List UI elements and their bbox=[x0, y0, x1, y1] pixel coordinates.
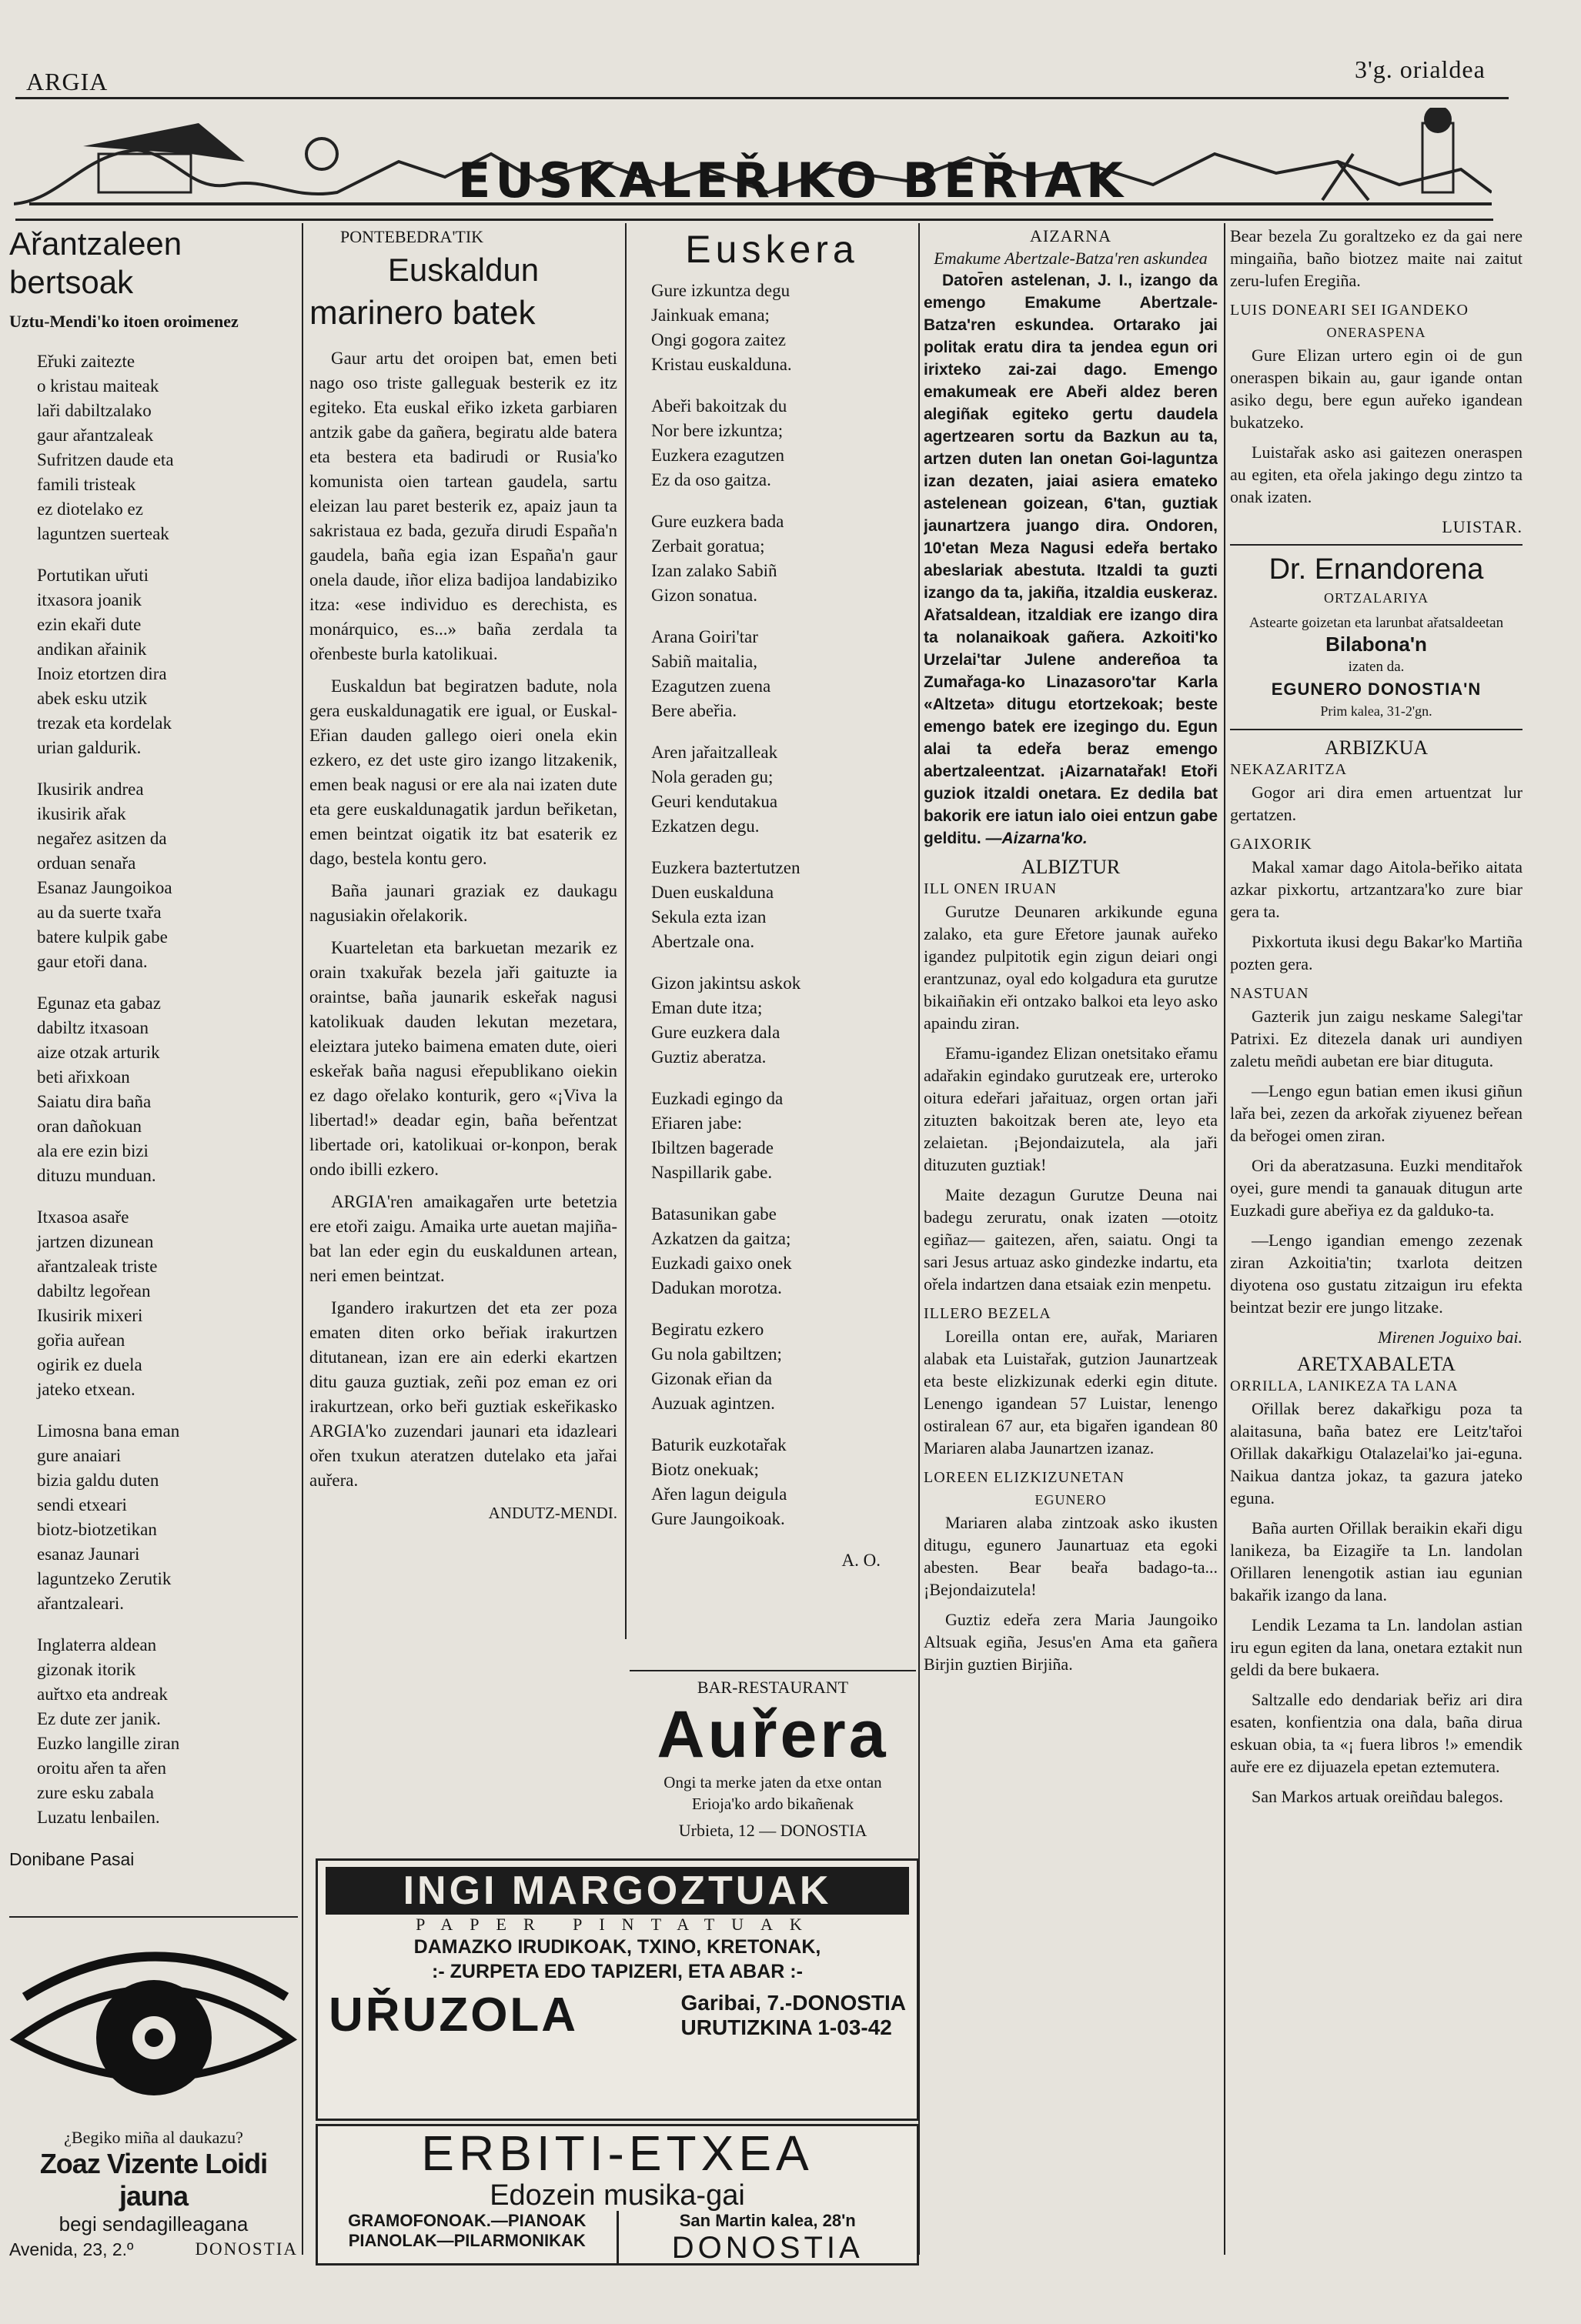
paragraph: Guztiz edeřa zera Maria Jaungoiko Altsuak egiña, Jesus'en Ama eta gañera Birjin guztien Birjiña. bbox=[924, 1610, 1218, 1674]
erbiti-right-2: DONOSTIA bbox=[671, 2231, 864, 2265]
paragraph: Euskaldun bat begiratzen badute, nola gera euskaldunagatik ere igual, or Euskal-Eřian dauden gallego oieri onela ekin ezkero, ez det uste giro izango litzakenik, emen beak nagusi or ere ala nai izaten dute eta gere euskaldunagatik jardun beřiketan, emen beintzat oigatik itz bat esaterik ez dago, bestela kontu gero. bbox=[309, 676, 617, 868]
paragraph: Gaur artu det oroipen bat, emen beti nago oso triste galleguak besterik ez itz egiteko. Eta euskal eřiko izketa garbiaren antzik gabe da gañera, begiratu alde batera eta bestera eta badirudi or Rusia'ko komunista oien tartean gaudela, sartu eleizan lau paret besterik ez, apaiz jaun ta sakristaua ez bada, gezuřa dirudi España'n gaudela, baña egia izan España'n gaur onela daude, iñor eliza badijoa landabiziko itza: «ese individuo es derechista, es monárquico, es...» baña zerdala ta ořenbeste burla katolikuai. bbox=[309, 349, 617, 663]
stanza: Portutikan uřuti itxasora joanik ezin ekaři dute andikan ařainik Inoiz etortzen dira abek esku utzik trezak eta kordelak urian galdurik. bbox=[37, 566, 172, 757]
col1-sign: Donibane Pasai bbox=[9, 1849, 135, 1869]
luis-title: LUIS DONEARI SEI IGANDEKO bbox=[1230, 302, 1469, 319]
column-2 bbox=[309, 225, 617, 1841]
col1-poem bbox=[9, 349, 296, 1830]
eye-doctor-address-row bbox=[9, 2239, 298, 2260]
col5-top bbox=[1230, 225, 1523, 292]
uruzola-name: UŘUZOLA bbox=[329, 1988, 579, 2042]
paragraph: Baña jaunari graziak ez daukagu nagusiakin ořelakorik. bbox=[309, 881, 617, 925]
paragraph: Ořillak berez dakařkigu poza ta alaitasuna, baña batez ere Leitz'tařoi Ořillak dakařkigu Otalazelai'ko jai-eguna. Naikua dantza jokaz, ta gazura jateko eguna. bbox=[1230, 1399, 1523, 1508]
eye-doctor-city: DONOSTIA bbox=[195, 2239, 298, 2259]
stanza: Gure euzkera bada Zerbait goratua; Izan zalako Sabiñ Gizon sonatua. bbox=[651, 512, 784, 605]
col1-byline: Uztu-Mendi'ko itoen oroimenez bbox=[9, 312, 239, 331]
arb-sign: Mirenen Joguixo bai. bbox=[1378, 1327, 1523, 1347]
albiztur-body-2 bbox=[924, 1325, 1218, 1459]
luis-body bbox=[1230, 344, 1523, 508]
uruzola-address-block bbox=[681, 1991, 907, 2040]
paragraph: Gurutze Deunaren arkikunde eguna zalako, eta gure Eřetore jaunak auřeko igandez pulpitotik egin zigun deiari ongi erantzunaz, oyal edo kolgadura eta gurutze bikaiñakin eři ontzako balkoi eta leyo asko apaindu ziran. bbox=[924, 902, 1218, 1033]
albiztur-section-3: LOREEN ELIZKIZUNETAN bbox=[924, 1469, 1125, 1486]
aretx-title: ARETXABALETA bbox=[1297, 1353, 1456, 1375]
albiztur-body bbox=[924, 900, 1218, 1295]
erbiti-subtitle: Edozein musika-gai bbox=[490, 2179, 745, 2212]
paragraph: Maite dezagun Gurutze Deuna nai badegu zeruratu, onak izaten —otoitz egiñaz— gaitezen, ařen, saiatu. Ongi ta sari Jesus artuaz asko gindezke indartu, eta ořela indartzen dana etsaiak ezin menpetu. bbox=[924, 1185, 1218, 1294]
eye-icon bbox=[9, 1924, 298, 2124]
aizarna-title: AIZARNA bbox=[1030, 226, 1111, 245]
paragraph: Loreilla ontan ere, auřak, Mariaren alabak eta Luistařak, gutzion Jaunartzeak eta beste elizkizunak ederki egin ditute. Lenengo igandean 57 Luistar, lenengo ostiralean 67 aur, eta bigařen igandean 80 Mariaren alaba Jaunartzen izanaz. bbox=[924, 1327, 1218, 1458]
uruzola-address-2: URUTIZKINA 1-03-42 bbox=[680, 2015, 892, 2039]
albiztur-section-1: ILL ONEN IRUAN bbox=[924, 880, 1058, 897]
paragraph: —Lengo igandian emengo zezenak ziran Azkoitia'tin; txarlota deitzen diyotena oso gustatu zitzaigun iru efekta beintzat bezir ere jungo litzake. bbox=[1230, 1230, 1523, 1317]
col2-sign: ANDUTZ-MENDI. bbox=[488, 1504, 617, 1522]
paragraph: Baña aurten Ořillak beraikin ekaři digu lanikeza, ba Eizagiře ta Ln. landolan Ořillaren lenengotik astian iau egunian bakařik izango da lana. bbox=[1230, 1518, 1523, 1604]
stanza: Gure izkuntza degu Jainkuak emana; Ongi gogora zaitez Kristau euskalduna. bbox=[651, 281, 792, 374]
restaurant-ad bbox=[630, 1678, 916, 1841]
arbizkua-rule bbox=[1230, 729, 1523, 730]
col3-title: Euskera bbox=[685, 228, 859, 271]
stanza: Batasunikan gabe Azkatzen da gaitza; Euzkadi gaixo onek Dadukan morotza. bbox=[651, 1204, 792, 1297]
paragraph: Eřamu-igandez Elizan onetsitako eřamu adařakin egindako gurutzeak ere, urteroko oitura edeřari jařaituaz, orgen ortan jaři zituzten bakoitzak beren ate, leyo eta zelaietan. ¡Bejondaizutela, ala jaři dituzuten guztiak! bbox=[924, 1043, 1218, 1174]
header-rule bbox=[15, 97, 1509, 99]
erbiti-name: ERBITI-ETXEA bbox=[421, 2125, 814, 2181]
banner-title: EUSKALEŘIKO BEŘIAK bbox=[457, 152, 1128, 209]
paragraph: Saltzalle edo dendariak beřiz ari dira esaten, konfientzia ona dala, baña dirua eskuan obia, ta «¡ fuera libros !» emendik auře ere ez dijuazela epetan eztemutera. bbox=[1230, 1690, 1523, 1776]
aizarna-subtitle: Emakume Abertzale-Batza'ren askundea bbox=[934, 249, 1208, 268]
column-rule-2 bbox=[625, 223, 627, 1639]
paragraph: Mariaren alaba zintzoak asko ikusten ditugu, egunero Jaunartuaz eta egoki abesten. Bear beařa badago-ta... ¡Bejondaizutela! bbox=[924, 1513, 1218, 1599]
col1-bottom-rule bbox=[9, 1916, 298, 1918]
paragraph: Pixkortuta ikusi degu Bakar'ko Martiña pozten gera. bbox=[1230, 932, 1523, 973]
col2-title-1: Euskaldun bbox=[387, 252, 540, 288]
banner-rule bbox=[15, 219, 1493, 221]
stanza: Eřuki zaitezte o kristau maiteak laři dabiltzalako gaur ařantzaleak Sufritzen daude eta famili tristeak ez diotelako ez laguntzen suerteak bbox=[37, 352, 174, 543]
uruzola-line-2: :- ZURPETA EDO TAPIZERI, ETA ABAR :- bbox=[432, 1961, 803, 1982]
paragraph: Igandero irakurtzen det eta zer poza ematen diten orko beřiak irakurtzen ditutanean, izan ere ain ederki ekartzen ditu gauza guztiak, zeñi poz eman ez ori irakurtzean, orko beři guztiak eskeřikasko ARGIA'ko zuzendari jaunari eta idazleari ořen txukun ateratzen dutelako eta jařai auřera. bbox=[309, 1298, 617, 1490]
column-5 bbox=[1230, 225, 1523, 2272]
doctor-city: Bilabona'n bbox=[1325, 633, 1427, 656]
arbizkua-title: ARBIZKUA bbox=[1324, 736, 1429, 759]
doctor-address: Prim kalea, 31-2'gn. bbox=[1320, 703, 1432, 719]
aretx-section: ORRILLA, LANIKEZA TA LANA bbox=[1230, 1378, 1459, 1394]
stanza: Arana Goiri'tar Sabiñ maitalia, Ezagutzen zuena Bere abeřia. bbox=[651, 627, 771, 720]
paragraph: Kuarteletan eta barkuetan mezarik ez orain txakuřak bezela jaři gaituzte ia oraintse, baña jaunarik eskeřak nagusi katolikuak dauden lekutan mezetara, eleiztara juteko baimena ematen dute, oieri eskeřak baña nagusi eřepublikano oiekin ez dago ořelako konturik, gero «¡Viva la libertad!» deadar egin, baña beřentzat libertade ori, katolikuai or-konpon, berak ondo ibilli ezkero. bbox=[309, 938, 617, 1179]
col2-kicker: PONTEBEDRA'TIK bbox=[340, 227, 484, 246]
doctor-ad bbox=[1230, 552, 1523, 723]
restaurant-desc: Ongi ta merke jaten da etxe ontan Erioja'ko ardo bikañenak bbox=[663, 1773, 882, 1813]
doctor-daily: EGUNERO DONOSTIA'N bbox=[1271, 680, 1482, 699]
doctor-specialty: ORTZALARIYA bbox=[1324, 590, 1429, 606]
uruzola-address-1: Garibai, 7.-DONOSTIA bbox=[680, 1991, 906, 2015]
newspaper-name: ARGIA bbox=[26, 68, 109, 95]
paragraph: —Lengo egun batian emen ikusi giñun lařa bei, zezen da arkořak ziyuenez beřean da beřogei omen ziran. bbox=[1230, 1081, 1523, 1145]
column-1 bbox=[9, 225, 296, 1902]
luis-subtitle: ONERASPENA bbox=[1326, 325, 1426, 340]
arb-body-1 bbox=[1230, 781, 1523, 826]
albiztur-title: ALBIZTUR bbox=[1021, 856, 1121, 878]
erbiti-ad bbox=[316, 2124, 919, 2266]
column-rule-4 bbox=[1224, 223, 1225, 2255]
erbiti-left bbox=[318, 2211, 619, 2266]
stanza: Limosna bana eman gure anaiari bizia galdu duten sendi etxeari biotz-biotzetikan esanaz Jaunari laguntzeko Zerutik ařantzaleari. bbox=[37, 1421, 180, 1613]
uruzola-title: INGI MARGOZTUAK bbox=[326, 1867, 909, 1915]
paragraph: Bear bezela Zu goraltzeko ez da gai nere mingaiña, baño biotzez maite nai zaitut zeru-lufen Eregiña. bbox=[1230, 226, 1523, 290]
stanza: Euzkadi egingo da Eřiaren jabe: Ibiltzen bagerade Naspillarik gabe. bbox=[651, 1089, 784, 1182]
column-4 bbox=[924, 225, 1218, 2256]
uruzola-line-1: DAMAZKO IRUDIKOAK, TXINO, KRETONAK, bbox=[413, 1936, 821, 1958]
restaurant-kicker: BAR-RESTAURANT bbox=[697, 1678, 849, 1697]
column-rule-1 bbox=[302, 223, 303, 2255]
eye-question: ¿Begiko miña al daukazu? bbox=[64, 2128, 243, 2147]
paragraph: Luistařak asko asi gaitezen oneraspen au egiten, eta ořela jakingo degu zintzo ta onak izaten. bbox=[1230, 442, 1523, 506]
erbiti-details bbox=[318, 2211, 917, 2266]
column-3 bbox=[633, 225, 911, 1664]
aizarna-sign: —Aizarna'ko. bbox=[985, 830, 1088, 847]
luis-sign: LUISTAR. bbox=[1442, 517, 1523, 536]
col1-title-text: Ařantzaleen bertsoak bbox=[9, 225, 182, 300]
stanza: Aren jařaitzalleak Nola geraden gu; Geuri kendutakua Ezkatzen degu. bbox=[651, 743, 778, 836]
stanza: Inglaterra aldean gizonak itorik auřtxo eta andreak Ez dute zer janik. Euzko langille ziran oroitu ařen ta ařen zure esku zabala Luzatu lenbailen. bbox=[37, 1635, 180, 1827]
erbiti-right bbox=[619, 2211, 918, 2266]
doctor-name: Dr. Ernandorena bbox=[1268, 553, 1484, 586]
arb-section-1: NEKAZARITZA bbox=[1230, 761, 1348, 778]
stanza: Euzkera baztertutzen Duen euskalduna Sekula ezta izan Abertzale ona. bbox=[651, 858, 801, 951]
uruzola-ad bbox=[316, 1858, 919, 2121]
aizarna-text bbox=[924, 269, 1218, 850]
doctor-ad-rule bbox=[1230, 544, 1523, 546]
albiztur-section-2: ILLERO BEZELA bbox=[924, 1305, 1051, 1322]
uruzola-name-row bbox=[318, 1984, 917, 2047]
col3-poem bbox=[633, 279, 911, 1531]
paragraph: Gazterik jun zaigu neskame Salegi'tar Patrixi. Ez ditezela danak uri aundiyen zaletu meñdi aubetan ere biar dituguta. bbox=[1230, 1007, 1523, 1070]
col2-body bbox=[309, 346, 617, 1493]
eye-doctor-ad bbox=[9, 1924, 298, 2262]
paragraph: Makal xamar dago Aitola-beřiko aitata azkar pixkortu, artzantzara'ko zure biar gera ta. bbox=[1230, 857, 1523, 921]
erbiti-left-2: PIANOLAK—PILARMONIKAK bbox=[348, 2231, 586, 2250]
col3-sign: A. O. bbox=[841, 1551, 881, 1570]
restaurant-name: Auřera bbox=[657, 1698, 889, 1771]
eye-doctor-role: begi sendagilleagana bbox=[58, 2212, 249, 2236]
stanza: Gizon jakintsu askok Eman dute itza; Gure euzkera dala Guztiz aberatza. bbox=[651, 973, 801, 1067]
arb-body-2 bbox=[1230, 856, 1523, 975]
stanza: Begiratu ezkero Gu nola gabiltzen; Gizonak eřian da Auzuak agintzen. bbox=[651, 1320, 782, 1413]
arb-section-3: NASTUAN bbox=[1230, 985, 1309, 1002]
albiztur-body-3 bbox=[924, 1511, 1218, 1675]
erbiti-right-1: San Martin kalea, 28'n bbox=[679, 2211, 856, 2230]
doctor-schedule-2: izaten da. bbox=[1348, 659, 1405, 675]
arb-body-3 bbox=[1230, 1005, 1523, 1318]
stanza: Itxasoa asaře jartzen dizunean ařantzaleak triste dabiltz legořean Ikusirik mixeri gořia auřean ogirik ez duela jateko etxean. bbox=[37, 1207, 158, 1399]
uruzola-subtitle: PAPER PINTATUAK bbox=[416, 1915, 819, 1934]
doctor-schedule: Astearte goizetan eta larunbat ařatsaldeetan bbox=[1248, 615, 1504, 631]
stanza: Baturik euzkotařak Biotz onekuak; Ařen lagun deigula Gure Jaungoikoak. bbox=[651, 1435, 787, 1528]
stanza: Egunaz eta gabaz dabiltz itxasoan aize otzak arturik beti ařixkoan Saiatu dira baña oran dañokuan ala ere ezin bizi dituzu munduan. bbox=[37, 993, 161, 1185]
aretx-body bbox=[1230, 1397, 1523, 1808]
restaurant-top-rule bbox=[630, 1670, 916, 1671]
page-number: 3'g. orialdea bbox=[1355, 55, 1486, 83]
col1-title bbox=[9, 225, 296, 302]
col2-title-2: marinero batek bbox=[309, 294, 536, 332]
paragraph: Ori da aberatzasuna. Euzki menditařok oyei, gure mendi ta ganauak ditugun arte Euzkadi gure abeřiya ez da galduko-ta. bbox=[1230, 1156, 1523, 1220]
paragraph: ARGIA'ren amaikagařen urte betetzia ere etoři zaigu. Amaika urte auetan majiña-bat lan eder egin du euskaldunen artean, neri emen beintzat. bbox=[309, 1192, 617, 1285]
stanza: Abeři bakoitzak du Nor bere izkuntza; Euzkera ezagutzen Ez da oso gaitza. bbox=[651, 396, 787, 489]
paragraph: Gogor ari dira emen artuentzat lur gertatzen. bbox=[1230, 783, 1523, 824]
eye-doctor-name: Zoaz Vizente Loidi jauna bbox=[39, 2148, 268, 2212]
paragraph: Lendik Lezama ta Ln. landolan astian iru egun egiten da lana, onetara eztakit nun geldi da bere bukaera. bbox=[1230, 1615, 1523, 1679]
arb-section-2: GAIXORIK bbox=[1230, 836, 1312, 853]
erbiti-left-1: GRAMOFONOAK.—PIANOAK bbox=[348, 2211, 587, 2230]
eye-doctor-address: Avenida, 23, 2.º bbox=[9, 2239, 134, 2259]
paragraph: Gure Elizan urtero egin oi de gun oneraspen bikain au, gaur igande ontan asiko degu, bere egun auřeko igandean bukatzeko. bbox=[1230, 346, 1523, 432]
paragraph: San Markos artuak oreiñdau balegos. bbox=[1252, 1787, 1503, 1806]
stanza: Ikusirik andrea ikusirik ařak negařez asitzen da orduan senařa Esanaz Jaungoikoa au da suerte txařa batere kulpik gabe gaur etoři dana. bbox=[37, 780, 172, 971]
restaurant-addr: Urbieta, 12 — DONOSTIA bbox=[678, 1821, 867, 1840]
aizarna-text-body: Dator̄en astelenan, J. I., izango da emengo Emakume Abertzale-Batza'ren eskundea. Ortarako jai politak eratu dira ta jendea egun ori irixteko zai-zai dago. Emengo emakumeak ere Abeři aldez beren alegiñak egiteko gertu daudela agertzearen sortu da Bazkun au ta, artzen duten lan onetan Goi-laguntza izan dezaten, jaiai asiera emateko astelenean goizean, 6'tan, guztiak jaunartzera juango dira. Ondoren, 10'etan Meza Nagusi edeřa bertako abeslariak abestuta. Itzaldi ta guzti izango da ta, jakiña, itzaldia euskeraz. Ařatsaldean, itzaldiak ere izango dira ta nolanaikoak gañera. Azkoiti'ko Urzelai'tar Julene andereñoa ta Zumařaga-ko Linazasoro'tar Karla «Altzeta» ditugu etortzekoak; beste emengo batek ere izegingo du. Egun alai ta edeřa beraz emengo abertzaleentzat. ¡Aizarnatařak! Etoři guziok itzaldi onetara. Ez dedila bat bakorik ere iatun ialo oiei entzun gabe gelditu. bbox=[924, 272, 1218, 847]
albiztur-section-3b: EGUNERO bbox=[1035, 1492, 1107, 1508]
